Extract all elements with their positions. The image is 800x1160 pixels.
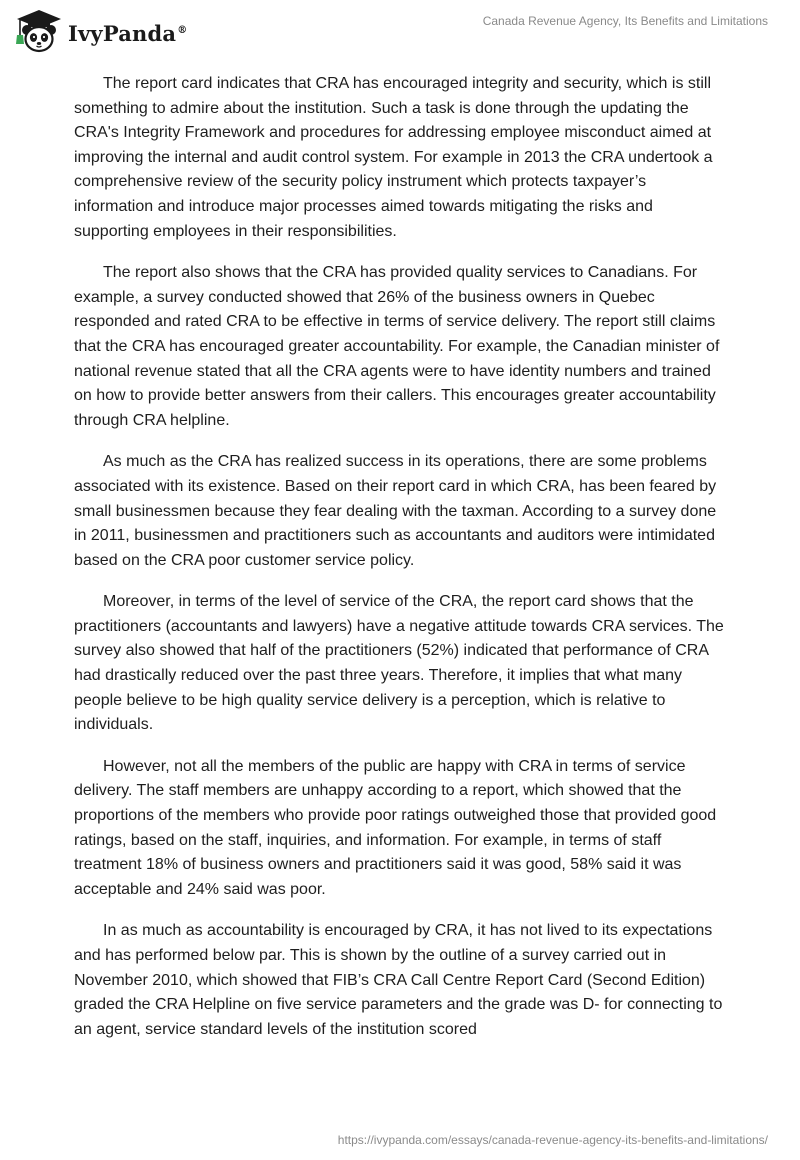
paragraph: The report also shows that the CRA has provided quality services to Canadians. For example, a survey conducted showed that 26% of the business owners in Quebec responded and rated CRA to be effective in terms of service delivery. The report still claims that the CRA has encouraged greater accountability. For example, the Canadian minister of national revenue stated that all the CRA agents were to have identity numbers and trained on how to provide better answers from their callers. This encourages greater accountability through CRA helpline. <box>74 264 720 429</box>
brand-name: IvyPanda® <box>68 20 188 46</box>
paragraph: The report card indicates that CRA has encouraged integrity and security, which is still something to admire about the institution. Such a task is done through the updating the CRA's Integrity Framework and procedures for addressing employee misconduct aimed at improving the internal and audit control system. For example in 2013 the CRA undertook a comprehensive review of the security policy instrument which protects taxpayer’s information and introduce major processes aimed towards mitigating the risks and supporting employees in their responsibilities. <box>74 75 713 240</box>
panda-graduate-icon <box>14 8 64 54</box>
essay-body <box>74 72 726 1059</box>
paragraph: Moreover, in terms of the level of service of the CRA, the report card shows that the practitioners (accountants and lawyers) have a negative attitude towards CRA services. The survey also showed that half of the practitioners (52%) indicated that performance of CRA had drastically reduced over the past three years. Therefore, it implies that what many people believe to be high quality service delivery is a perception, which is relative to individuals. <box>74 593 724 734</box>
paragraph: In as much as accountability is encouraged by CRA, it has not lived to its expectations and has performed below par. This is shown by the outline of a survey carried out in November 2010, which showed that FIB’s CRA Call Centre Report Card (Second Edition) graded the CRA Helpline on five service parameters and the grade was D- for connecting to an agent, service standard levels of the institution scored <box>74 922 723 1038</box>
document-title: Canada Revenue Agency, Its Benefits and Limitations <box>482 14 768 28</box>
paragraph: However, not all the members of the public are happy with CRA in terms of service delivery. The staff members are unhappy according to a report, which showed that the proportions of the members who provide poor ratings outweighed those that provided good ratings, based on the staff, inquiries, and information. For example, in terms of staff treatment 18% of business owners and practitioners said it was good, 58% said it was acceptable and 24% said was poor. <box>74 757 717 898</box>
paragraph: As much as the CRA has realized success in its operations, there are some problems associated with its existence. Based on their report card in which CRA, has been feared by small businessmen because they fear dealing with the taxman. According to a survey done in 2011, businessmen and practitioners such as accountants and auditors were intimidated based on the CRA poor customer service policy. <box>74 453 717 569</box>
ivypanda-logo[interactable] <box>14 8 187 54</box>
registered-mark: ® <box>177 24 188 36</box>
source-url-link[interactable]: https://ivypanda.com/essays/canada-revenue-agency-its-benefits-and-limitations/ <box>337 1133 768 1147</box>
page-header <box>0 0 800 60</box>
